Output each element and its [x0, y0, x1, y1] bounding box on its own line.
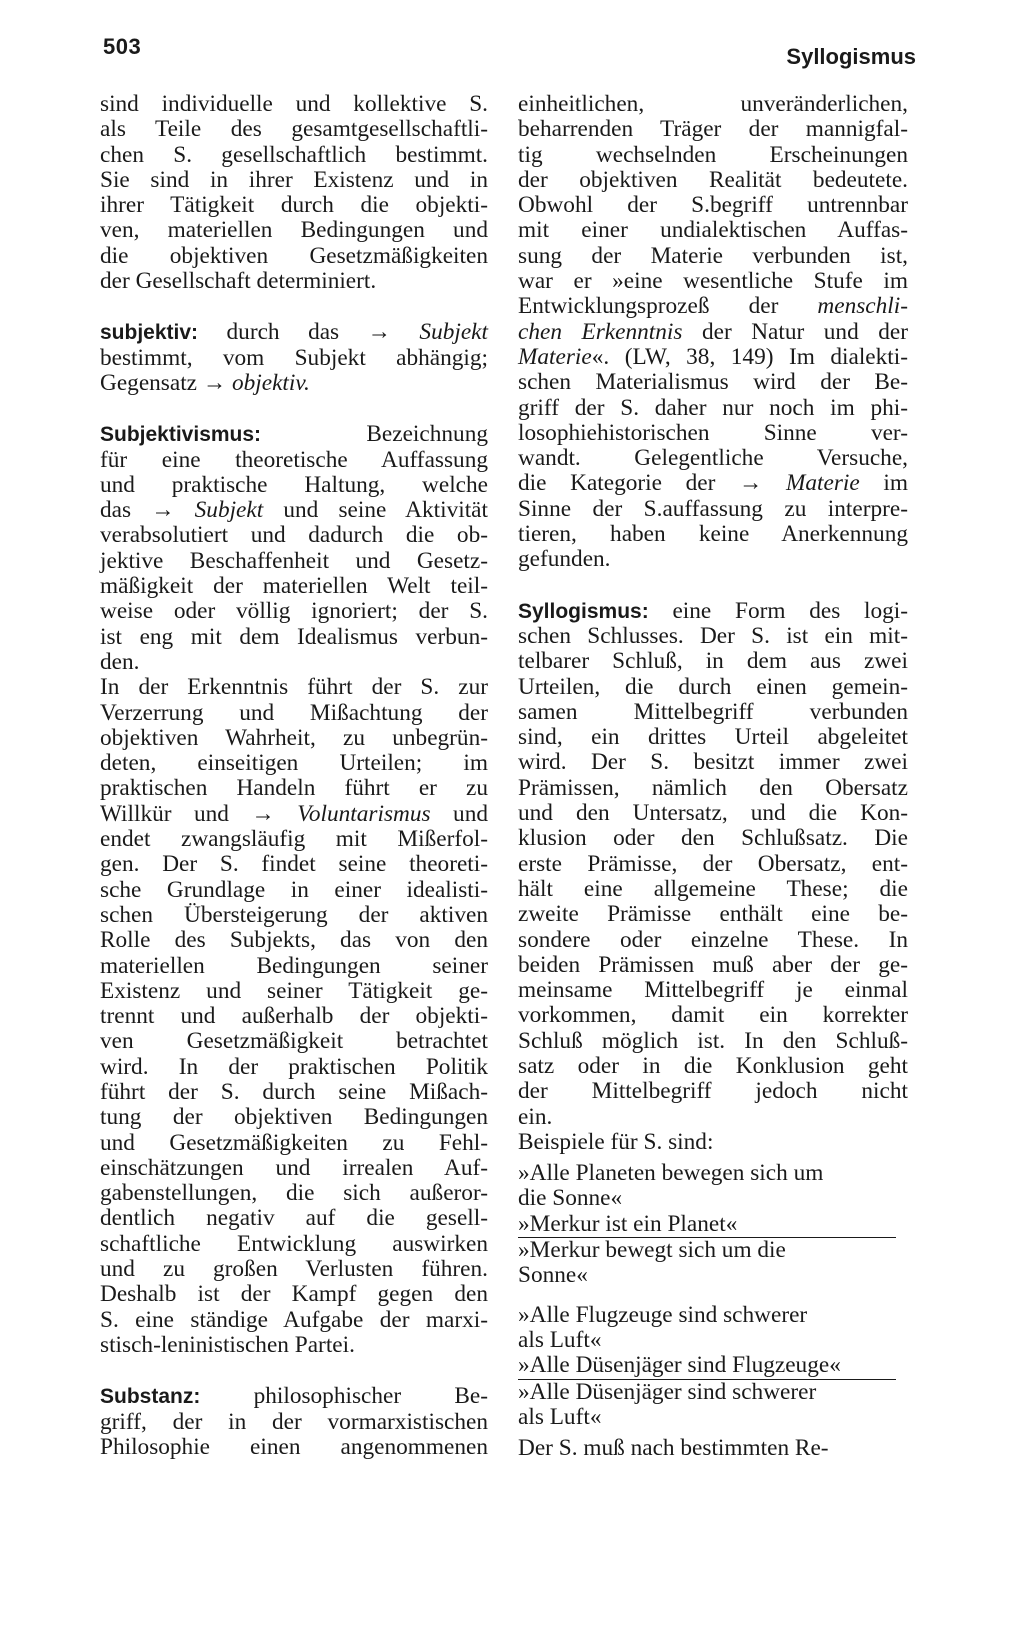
line-text: beharrenden Träger der mannigfal- — [518, 116, 908, 143]
line-text: trennt und außerhalb der objekti- — [100, 1003, 488, 1030]
text-line — [518, 1105, 908, 1130]
line-text: den. — [100, 648, 140, 675]
text-line — [518, 1054, 908, 1079]
running-head: Syllogismus — [786, 44, 916, 69]
entry-heading-line — [518, 599, 908, 624]
line-text: schen Übersteigerung der aktiven — [100, 901, 488, 928]
text-line — [518, 471, 908, 496]
line-text: und Gesetzmäßigkeiten zu Fehl- — [100, 1129, 488, 1156]
line-text: einschätzungen und irrealen Auf- — [100, 1154, 488, 1181]
text-line — [100, 1004, 488, 1029]
example-line: »Merkur ist ein Planet« — [518, 1210, 738, 1237]
major-premise — [518, 1303, 908, 1354]
text-line — [100, 1080, 488, 1105]
line-text: jektive Beschaffenheit und Gesetz- — [100, 547, 488, 574]
line-text: hält eine allgemeine These; die — [518, 875, 908, 902]
text-line — [518, 725, 908, 750]
text-line — [518, 675, 908, 700]
line-text: vorkommen, damit ein korrekter — [518, 1002, 908, 1029]
line-text: der objektiven Realität bedeutete. — [518, 166, 908, 193]
line-text: samen Mittelbegriff verbunden — [518, 698, 908, 725]
line-text: sind individuelle und kollektive S. — [100, 91, 488, 117]
entry-heading-line — [100, 422, 488, 447]
right-column — [518, 92, 908, 1461]
text-line — [518, 92, 908, 117]
cross-reference: Materie — [786, 470, 860, 497]
line-text: Philosophie einen angenommenen — [100, 1433, 488, 1460]
line-text: ven Gesetzmäßigkeit betrachtet — [100, 1028, 488, 1055]
entry-heading-line — [100, 1384, 488, 1409]
cross-reference: Voluntarismus — [297, 800, 431, 827]
text-line — [100, 954, 488, 979]
text-line — [100, 269, 488, 294]
text-line — [100, 726, 488, 751]
text-line — [518, 928, 908, 953]
line-text: Schluß möglich ist. In den Schluß- — [518, 1027, 908, 1054]
line-text: beiden Prämissen muß aber der ge- — [518, 951, 908, 978]
line-text: durch das → — [198, 319, 420, 346]
line-text: erste Prämisse, der Obersatz, ent- — [518, 850, 908, 877]
line-text: war er »eine wesentliche Stufe im — [518, 268, 908, 295]
text-line — [518, 168, 908, 193]
line-text: S. eine ständige Aufgabe der marxi- — [100, 1306, 488, 1333]
text-line — [518, 396, 908, 421]
line-text: einheitlichen, unveränderlichen, — [518, 91, 908, 117]
line-text: Sinne der S.auffassung zu interpre- — [518, 495, 908, 522]
cross-reference: Subjekt — [419, 319, 488, 346]
text-line — [518, 497, 908, 522]
line-text: als Teile des gesamtgesellschaftli- — [100, 116, 488, 143]
line-text: tieren, haben keine Anerkennung — [518, 521, 908, 548]
text-line — [100, 776, 488, 801]
text-line — [518, 421, 908, 446]
line-text: In der Erkenntnis führt der S. zur — [100, 674, 488, 701]
text-line — [100, 1029, 488, 1054]
minor-premise — [518, 1212, 896, 1238]
line-text: Beispiele für S. sind: — [518, 1128, 714, 1155]
paragraph-gap — [100, 396, 488, 422]
paragraph-gap — [100, 1358, 488, 1384]
example-line: »Alle Planeten bewegen sich um — [518, 1160, 824, 1187]
line-text: materiellen Bedingungen seiner — [100, 952, 488, 979]
text-line — [100, 244, 488, 269]
text-line — [100, 1308, 488, 1333]
text-line — [100, 650, 488, 675]
line-text: die Kategorie der → — [518, 470, 786, 497]
text-line — [518, 446, 908, 471]
conclusion — [518, 1380, 908, 1431]
line-text: praktischen Handeln führt er zu — [100, 775, 488, 802]
cross-reference: Materie — [518, 343, 592, 370]
line-text: losophiehistorischen Sinne ver- — [518, 419, 908, 446]
line-text: dentlich negativ auf die gesell- — [100, 1205, 488, 1232]
text-line — [100, 701, 488, 726]
syllogism-examples — [518, 1161, 908, 1430]
text-line — [518, 826, 908, 851]
line-text: sind, ein drittes Urteil abgeleitet — [518, 724, 908, 751]
text-line — [100, 346, 488, 371]
line-text: führt der S. durch seine Mißach- — [100, 1078, 488, 1105]
line-text: Obwohl der S.begriff untrennbar — [518, 192, 908, 219]
text-line — [100, 1131, 488, 1156]
line-text-continued: im — [859, 470, 909, 497]
syllogism-example — [518, 1161, 908, 1288]
line-text: Gegensatz → — [100, 369, 232, 396]
line-text: mäßigkeit der materiellen Welt teil- — [100, 573, 488, 600]
text-line — [100, 1410, 488, 1435]
text-line — [518, 193, 908, 218]
line-text: klusion oder den Schlußsatz. Die — [518, 825, 908, 852]
line-text-continued: und seine Aktivität — [263, 497, 488, 524]
text-line — [100, 1282, 488, 1307]
line-text: zweite Prämisse enthält eine be- — [518, 901, 908, 928]
text-line — [100, 143, 488, 168]
line-text: Prämissen, nämlich den Obersatz — [518, 774, 908, 801]
line-text: sondere oder einzelne These. In — [518, 926, 908, 953]
line-text: deten, einseitigen Urteilen; im — [100, 750, 488, 777]
text-line — [100, 473, 488, 498]
closing-line: Der S. muß nach bestimmten Re- — [518, 1435, 829, 1462]
text-line — [100, 1435, 488, 1460]
line-text: die objektiven Gesetzmäßigkeiten — [100, 242, 488, 269]
line-text: ist eng mit dem Idealismus verbun- — [100, 623, 488, 650]
line-text-continued: und — [430, 800, 488, 827]
line-text: meinsame Mittelbegriff je einmal — [518, 977, 908, 1004]
text-line — [100, 1206, 488, 1231]
example-line: »Alle Düsenjäger sind schwerer — [518, 1378, 817, 1405]
line-text: schen Materialismus wird der Be- — [518, 369, 908, 396]
text-line — [518, 700, 908, 725]
line-text: der Gesellschaft determiniert. — [100, 268, 377, 295]
line-text: Deshalb ist der Kampf gegen den — [100, 1281, 488, 1308]
text-line — [100, 574, 488, 599]
text-line — [518, 953, 908, 978]
line-text: philosophischer Be- — [200, 1383, 488, 1410]
line-text: mit einer undialektischen Auffas- — [518, 217, 908, 244]
text-line — [518, 218, 908, 243]
text-line — [100, 979, 488, 1004]
page-number: 503 — [103, 34, 142, 59]
text-line — [100, 928, 488, 953]
line-text: griff, der in der vormarxistischen — [100, 1408, 488, 1435]
text-line — [518, 649, 908, 674]
text-line — [518, 750, 908, 775]
text-line — [518, 1029, 908, 1054]
text-line — [100, 218, 488, 243]
line-text: chen S. gesellschaftlich bestimmt. — [100, 141, 488, 168]
text-line — [100, 599, 488, 624]
line-text: wandt. Gelegentliche Versuche, — [518, 445, 908, 472]
example-line: als Luft« — [518, 1326, 602, 1353]
text-line — [518, 143, 908, 168]
text-line — [518, 877, 908, 902]
major-premise — [518, 1161, 908, 1212]
text-line — [100, 92, 488, 117]
line-text: Urteilen, die durch einen gemein- — [518, 673, 908, 700]
text-line — [518, 1130, 908, 1155]
text-line — [100, 498, 488, 523]
text-line — [100, 1105, 488, 1130]
line-text: Bezeichnung — [261, 421, 488, 448]
line-text: Verzerrung und Mißachtung der — [100, 699, 488, 726]
paragraph-gap — [518, 573, 908, 599]
line-text: schen Schlusses. Der S. ist ein mit- — [518, 622, 908, 649]
text-line — [518, 547, 908, 572]
text-line — [518, 902, 908, 927]
line-text: und zu großen Verlusten führen. — [100, 1256, 488, 1283]
lemma-term: Syllogismus: — [518, 599, 649, 623]
line-text: objektiven Wahrheit, zu unbegrün- — [100, 724, 488, 751]
line-text: stisch-leninistischen Partei. — [100, 1331, 355, 1358]
example-line: »Alle Düsenjäger sind Flugzeuge« — [518, 1352, 841, 1379]
right-column-body — [518, 92, 908, 1155]
text-line — [100, 802, 488, 827]
line-text: sung der Materie verbunden ist, — [518, 242, 908, 269]
example-line: als Luft« — [518, 1403, 602, 1430]
text-line — [100, 371, 488, 396]
line-text: weise oder völlig ignoriert; der S. — [100, 598, 488, 625]
text-line — [100, 1181, 488, 1206]
line-text: bestimmt, vom Subjekt abhängig; — [100, 344, 488, 371]
text-line — [518, 1079, 908, 1104]
text-line — [100, 168, 488, 193]
lemma-term: subjektiv: — [100, 321, 199, 345]
paragraph-gap — [100, 294, 488, 320]
text-line — [518, 345, 908, 370]
cross-reference: Subjekt — [194, 497, 264, 524]
example-line: Sonne« — [518, 1262, 588, 1289]
line-text: schaftliche Entwicklung auswirken — [100, 1230, 488, 1257]
example-line: »Merkur bewegt sich um die — [518, 1237, 786, 1264]
line-text: eine Form des logi- — [648, 597, 908, 624]
line-text-continued: der Natur und der — [682, 318, 908, 345]
text-line — [100, 117, 488, 142]
cross-reference: menschli- — [817, 293, 908, 320]
text-line — [518, 320, 908, 345]
text-line — [518, 776, 908, 801]
text-line — [100, 193, 488, 218]
text-line — [100, 625, 488, 650]
example-line: die Sonne« — [518, 1185, 623, 1212]
text-line — [518, 269, 908, 294]
line-text: endet zwangsläufig mit Mißerfol- — [100, 826, 488, 853]
cross-reference: chen Erkenntnis — [518, 318, 683, 345]
line-text: Rolle des Subjekts, das von den — [100, 927, 488, 954]
line-text: und praktische Haltung, welche — [100, 471, 488, 498]
text-line — [518, 117, 908, 142]
line-text: für eine theoretische Auffassung — [100, 446, 488, 473]
text-line — [100, 1156, 488, 1181]
text-line — [518, 244, 908, 269]
text-line — [100, 1232, 488, 1257]
lemma-term: Substanz: — [100, 1385, 201, 1409]
text-line — [100, 751, 488, 776]
line-text: Willkür und → — [100, 800, 298, 827]
line-text: Entwicklungsprozeß der — [518, 293, 818, 320]
cross-reference: objektiv. — [231, 369, 310, 396]
text-line — [100, 1257, 488, 1282]
text-line — [100, 878, 488, 903]
text-line — [518, 294, 908, 319]
text-line — [518, 624, 908, 649]
line-text: Sie sind in ihrer Existenz und in — [100, 166, 488, 193]
text-line — [518, 1003, 908, 1028]
line-text: satz oder in die Konklusion geht — [518, 1052, 908, 1079]
lemma-term: Subjektivismus: — [100, 423, 262, 447]
line-text: gen. Der S. findet seine theoreti- — [100, 851, 488, 878]
text-line — [518, 801, 908, 826]
line-text: telbarer Schluß, in dem aus zwei — [518, 648, 908, 675]
example-line: »Alle Flugzeuge sind schwerer — [518, 1301, 808, 1328]
line-text: und den Untersatz, und die Kon- — [518, 800, 908, 827]
line-text: gabenstellungen, die sich außeror- — [100, 1180, 488, 1207]
line-text: gefunden. — [518, 546, 611, 573]
line-text: ein. — [518, 1103, 553, 1130]
line-text: tung der objektiven Bedingungen — [100, 1104, 488, 1131]
text-line — [518, 370, 908, 395]
line-text-continued: «. (LW, 38, 149) Im dialekti- — [591, 343, 908, 370]
minor-premise — [518, 1353, 896, 1379]
text-line — [100, 549, 488, 574]
text-line — [100, 675, 488, 700]
line-text: tig wechselnden Erscheinungen — [518, 141, 908, 168]
text-line — [518, 522, 908, 547]
text-line — [518, 978, 908, 1003]
line-text: griff der S. daher nur noch im phi- — [518, 394, 908, 421]
line-text: Existenz und seiner Tätigkeit ge- — [100, 977, 488, 1004]
line-text: der Mittelbegriff jedoch nicht — [518, 1078, 908, 1105]
line-text: ven, materiellen Bedingungen und — [100, 217, 488, 244]
line-text: ihrer Tätigkeit durch die objekti- — [100, 192, 488, 219]
text-line — [100, 448, 488, 473]
syllogism-example — [518, 1303, 908, 1430]
conclusion — [518, 1238, 908, 1289]
text-line — [100, 852, 488, 877]
line-text: das → — [100, 497, 195, 524]
line-text: wird. Der S. besitzt immer zwei — [518, 749, 908, 776]
line-text: verabsolutiert und dadurch die ob- — [100, 522, 488, 549]
text-line — [100, 1333, 488, 1358]
entry-heading-line — [100, 320, 488, 345]
text-line — [100, 1055, 488, 1080]
left-column — [100, 92, 488, 1460]
text-line — [100, 903, 488, 928]
line-text: wird. In der praktischen Politik — [100, 1053, 488, 1080]
line-text: sche Grundlage in einer idealisti- — [100, 876, 488, 903]
text-line — [100, 523, 488, 548]
text-line — [100, 827, 488, 852]
text-line — [518, 852, 908, 877]
